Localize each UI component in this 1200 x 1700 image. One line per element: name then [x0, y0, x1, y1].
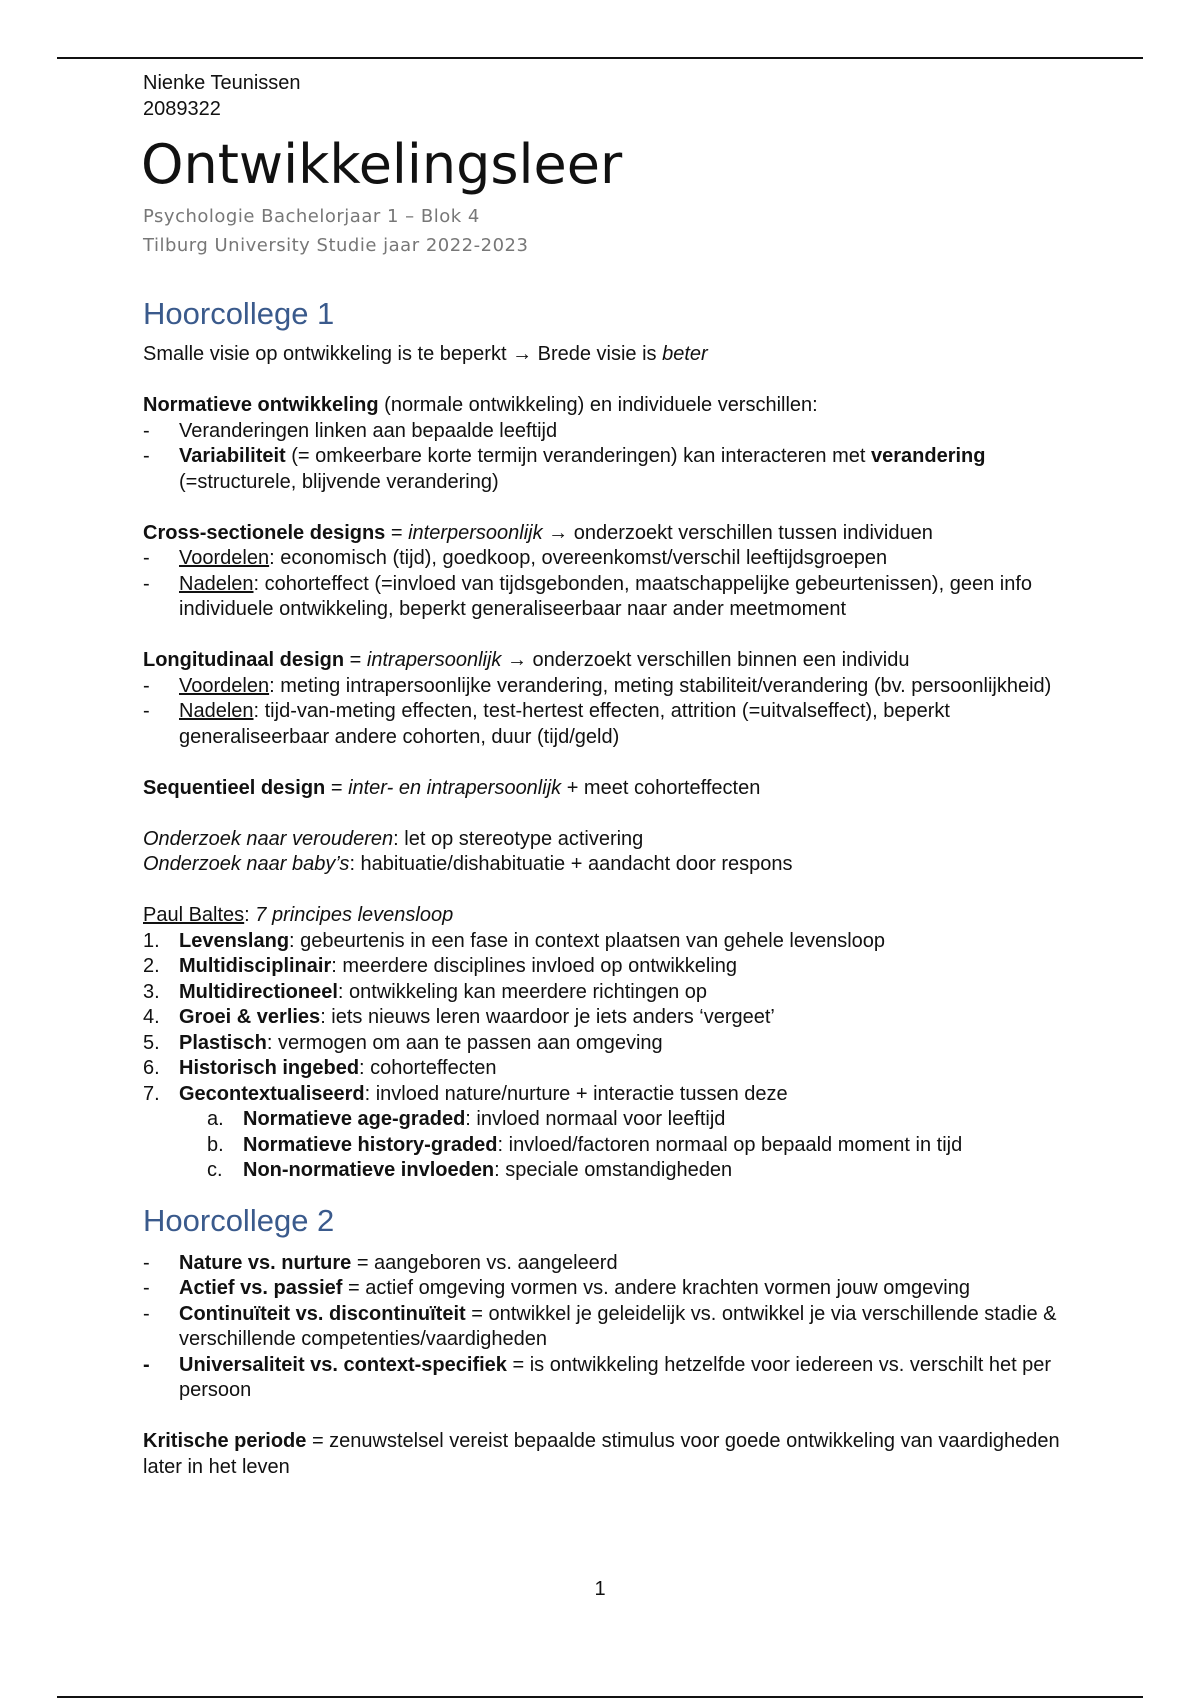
- list-item: c. Non-normatieve invloeden: speciale omstandigheden: [207, 1159, 733, 1181]
- list-item: - Universaliteit vs. context-specifiek = is ontwikkeling hetzelfde voor iedereen vs. verschilt het per persoon: [143, 1353, 1073, 1404]
- cross-sectional-list: [143, 546, 1073, 623]
- page-number: 1: [594, 1578, 606, 1600]
- cross-sectional-heading: Cross-sectionele designs = interpersoonlijk → onderzoekt verschillen tussen individuen: [143, 521, 933, 544]
- list-item: 5. Plastisch: vermogen om aan te passen aan omgeving: [143, 1031, 663, 1054]
- section-heading-hc2: Hoorcollege 2: [143, 1202, 335, 1238]
- list-item: 3. Multidirectioneel: ontwikkeling kan meerdere richtingen op: [143, 980, 707, 1003]
- research-aging: Onderzoek naar verouderen: let op stereotype activering: [143, 827, 644, 850]
- list-item: - Actief vs. passief = actief omgeving vormen vs. andere krachten vormen jouw omgeving: [143, 1276, 1073, 1302]
- baltes-heading: Paul Baltes: 7 principes levensloop: [143, 904, 454, 926]
- header-rule: [57, 57, 1143, 59]
- normatief-list: [143, 419, 1073, 496]
- section-heading-hc1: Hoorcollege 1: [143, 296, 335, 331]
- list-item: - Nadelen: tijd-van-meting effecten, test-hertest effecten, attrition (=uitvalseffect), beperkt generaliseerbaar andere cohorten, duur (tijd/geld): [143, 699, 1073, 750]
- list-item: - Nature vs. nurture = aangeboren vs. aangeleerd: [143, 1251, 1073, 1277]
- list-item: - Voordelen: meting intrapersoonlijke verandering, meting stabiliteit/verandering (bv. persoonlijkheid): [143, 674, 1073, 700]
- longitudinal-heading: Longitudinaal design = intrapersoonlijk → onderzoekt verschillen binnen een individu: [143, 649, 910, 671]
- list-item: - Nadelen: cohorteffect (=invloed van tijdsgebonden, maatschappelijke gebeurtenissen), geen info individuele ontwikkeling, beperkt generaliseerbaar naar ander meetmoment: [143, 572, 1073, 623]
- subtitle-university: Tilburg University Studie jaar 2022-2023: [143, 235, 529, 256]
- list-item: - Voordelen: economisch (tijd), goedkoop, overeenkomst/verschil leeftijdsgroepen: [143, 546, 1073, 572]
- list-item: - Continuïteit vs. discontinuïteit = ontwikkel je geleidelijk vs. ontwikkel je via verschillende stadie & verschillende competenties/vaardigheden: [143, 1302, 1073, 1353]
- list-item: 6. Historisch ingebed: cohorteffecten: [143, 1057, 497, 1079]
- document-title: Ontwikkelingsleer: [141, 133, 623, 196]
- intro-paragraph: Smalle visie op ontwikkeling is te beperkt → Brede visie is beter: [143, 343, 708, 365]
- normatief-heading: Normatieve ontwikkeling (normale ontwikkeling) en individuele verschillen:: [143, 394, 818, 416]
- baltes-principles-list: [143, 929, 1073, 1184]
- list-item: 1. Levenslang: gebeurtenis in een fase in context plaatsen van gehele levensloop: [143, 929, 886, 952]
- list-item: 2. Multidisciplinair: meerdere disciplines invloed op ontwikkeling: [143, 955, 738, 977]
- list-item: a. Normatieve age-graded: invloed normaal voor leeftijd: [207, 1108, 726, 1130]
- document-page: [143, 70, 1073, 1480]
- contextual-sublist: [179, 1107, 1073, 1184]
- research-babies: Onderzoek naar baby’s: habituatie/dishabituatie + aandacht door respons: [143, 853, 793, 875]
- list-item: - Variabiliteit (= omkeerbare korte termijn veranderingen) kan interacteren met verandering (=structurele, blijvende verandering): [143, 444, 1073, 495]
- hc2-debates-list: [143, 1251, 1073, 1404]
- longitudinal-list: [143, 674, 1073, 751]
- list-item: - Veranderingen linken aan bepaalde leeftijd: [143, 419, 1073, 445]
- footer-rule: [57, 1696, 1143, 1698]
- list-item: b. Normatieve history-graded: invloed/factoren normaal op bepaald moment in tijd: [207, 1133, 963, 1156]
- subtitle-course: Psychologie Bachelorjaar 1 – Blok 4: [143, 206, 480, 227]
- sequential-design: Sequentieel design = inter- en intrapersoonlijk + meet cohorteffecten: [143, 776, 761, 799]
- student-number: 2089322: [143, 98, 221, 120]
- author-name: Nienke Teunissen: [143, 72, 301, 94]
- list-item: 4. Groei & verlies: iets nieuws leren waardoor je iets anders ‘vergeet’: [143, 1006, 775, 1028]
- list-item: 7. Gecontextualiseerd: invloed nature/nurture + interactie tussen deze a. Normatieve age-graded: invloed normaal voor leeftijd b. Normatieve history-graded: invloed/factoren normaal op bepaald moment in tijd c. Non-normatieve invloeden: speciale omstandigheden: [143, 1082, 1073, 1184]
- critical-period: Kritische periode = zenuwstelsel vereist bepaalde stimulus voor goede ontwikkeling van vaardigheden later in het leven: [143, 1430, 1060, 1478]
